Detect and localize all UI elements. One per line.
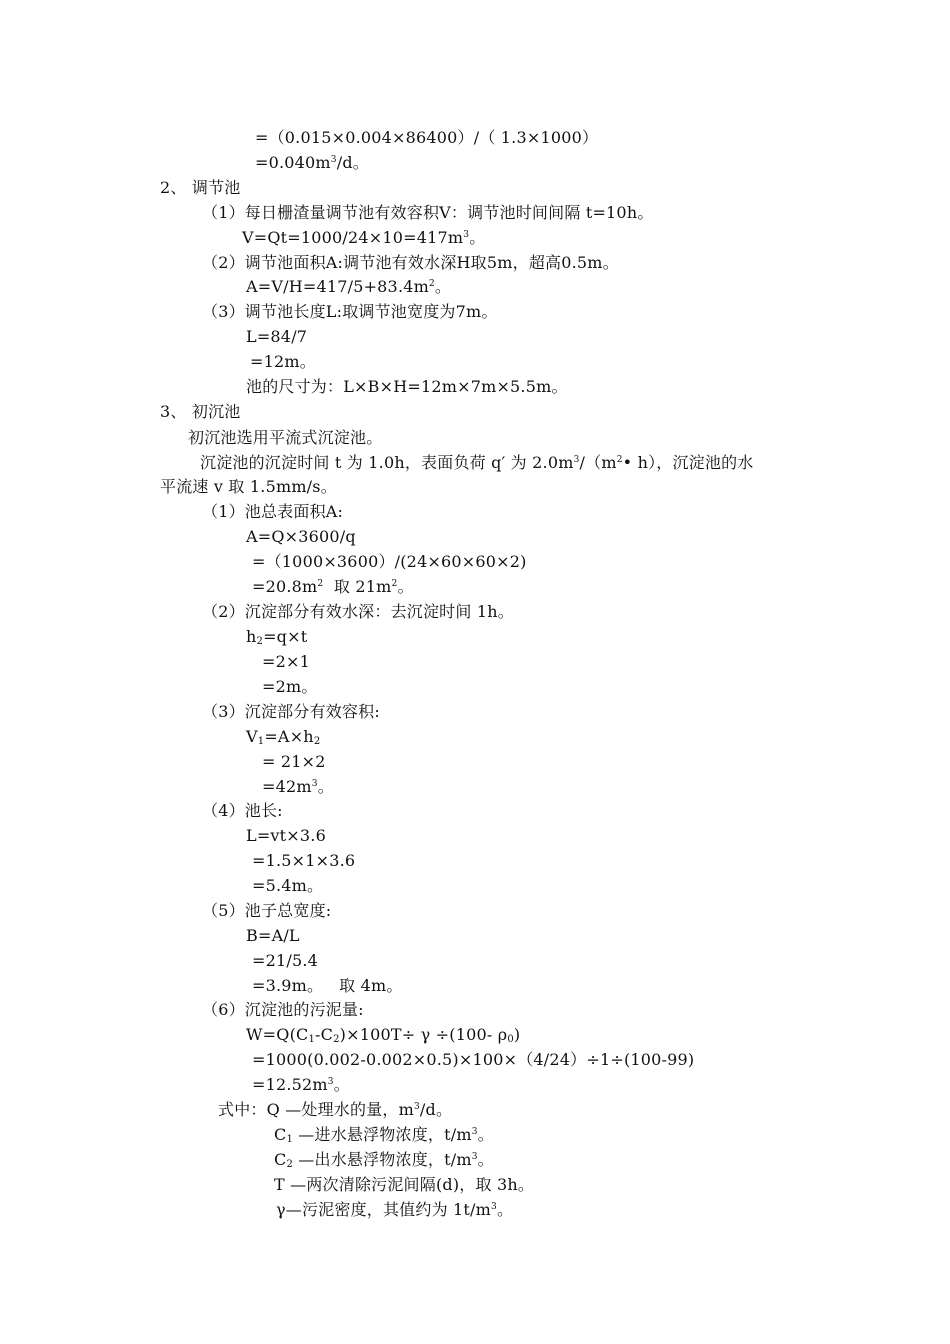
formula-line: =5.4m。: [252, 876, 324, 895]
subsection-heading: （1）每日栅渣量调节池有效容积V：调节池时间间隔 t=10h。: [202, 203, 654, 222]
formula-line: =2m。: [262, 677, 318, 696]
formula-line: $A=V/H=417/5+83.4m^2$。: [246, 277, 452, 296]
variable-definition: $C_1$ —进水悬浮物浓度，$t/m^3$。: [274, 1125, 494, 1145]
section-heading-3: 3、 初沉池: [160, 402, 241, 421]
variable-definition: $C_2$ —出水悬浮物浓度，$t/m^3$。: [274, 1150, 494, 1170]
formula-line: =12m。: [250, 352, 316, 371]
text-line: 平流速 v 取 1.5mm/s。: [160, 477, 337, 496]
formula-line: $V_1=A\times h_2$: [246, 727, 321, 747]
formula-line: =（0.015×0.004×86400）/（ 1.3×1000）: [255, 128, 599, 147]
text-line: 初沉池选用平流式沉淀池。: [188, 428, 383, 447]
formula-line: L=84/7: [246, 327, 308, 346]
formula-line: = 21×2: [262, 752, 326, 771]
text-line: 池的尺寸为：L×B×H=12m×7m×5.5m。: [246, 377, 568, 396]
text-line: 沉淀池的沉淀时间 t 为 1.0h，表面负荷 q′ 为 $2.0m^3/(m^2•$ h），沉淀池的水: [200, 453, 754, 472]
variable-definition: T —两次清除污泥间隔(d)，取 3h。: [274, 1175, 535, 1194]
subsection-heading: （1）池总表面积A:: [202, 502, 344, 521]
formula-line: $V=Qt=1000/24\times 10=417m^3$。: [242, 228, 486, 247]
subsection-heading: （5）池子总宽度:: [202, 901, 332, 920]
formula-line: $=12.52m^3$。: [252, 1075, 350, 1094]
subsection-heading: （6）沉淀池的污泥量:: [202, 1000, 364, 1019]
formula-line: $=0.040m^3/d$。: [255, 153, 369, 172]
formula-line: B=A/L: [246, 926, 300, 945]
formula-line: =（1000×3600）/(24×60×60×2): [252, 552, 527, 571]
subsection-heading: （4）池长:: [202, 801, 283, 820]
subsection-heading: （3）调节池长度L:取调节池宽度为7m。: [202, 302, 498, 321]
subsection-heading: （2）调节池面积A:调节池有效水深H取5m，超高0.5m。: [202, 253, 619, 272]
subsection-heading: （2）沉淀部分有效水深：去沉淀时间 1h。: [202, 602, 514, 621]
formula-line: =3.9m。 取 4m。: [252, 976, 403, 995]
formula-line: =1.5×1×3.6: [252, 851, 356, 870]
formula-line: $=20.8m^2$ 取 $21m^2$。: [252, 577, 414, 596]
section-heading-2: 2、 调节池: [160, 178, 241, 197]
subsection-heading: （3）沉淀部分有效容积:: [202, 702, 380, 721]
formula-line: =21/5.4: [252, 951, 319, 970]
variable-definition: 式中：Q —处理水的量，$m^3/d$。: [218, 1100, 453, 1119]
formula-line: $=42m^3$。: [262, 777, 334, 796]
formula-line: $W=Q(C_1-C_2)\times 100T\div \gamma \div(100-$ $\rho_0$): [246, 1025, 521, 1045]
formula-line: L=vt×3.6: [246, 826, 326, 845]
formula-line: A=Q×3600/q: [246, 527, 356, 546]
variable-definition: γ—污泥密度，其值约为 $1t/m^3$。: [276, 1200, 514, 1219]
formula-line: =2×1: [262, 652, 310, 671]
formula-line: $h_2=q\times t$: [246, 627, 308, 647]
formula-line: =1000(0.002-0.002×0.5)×100×（4/24）÷1÷(100-99): [252, 1050, 695, 1069]
